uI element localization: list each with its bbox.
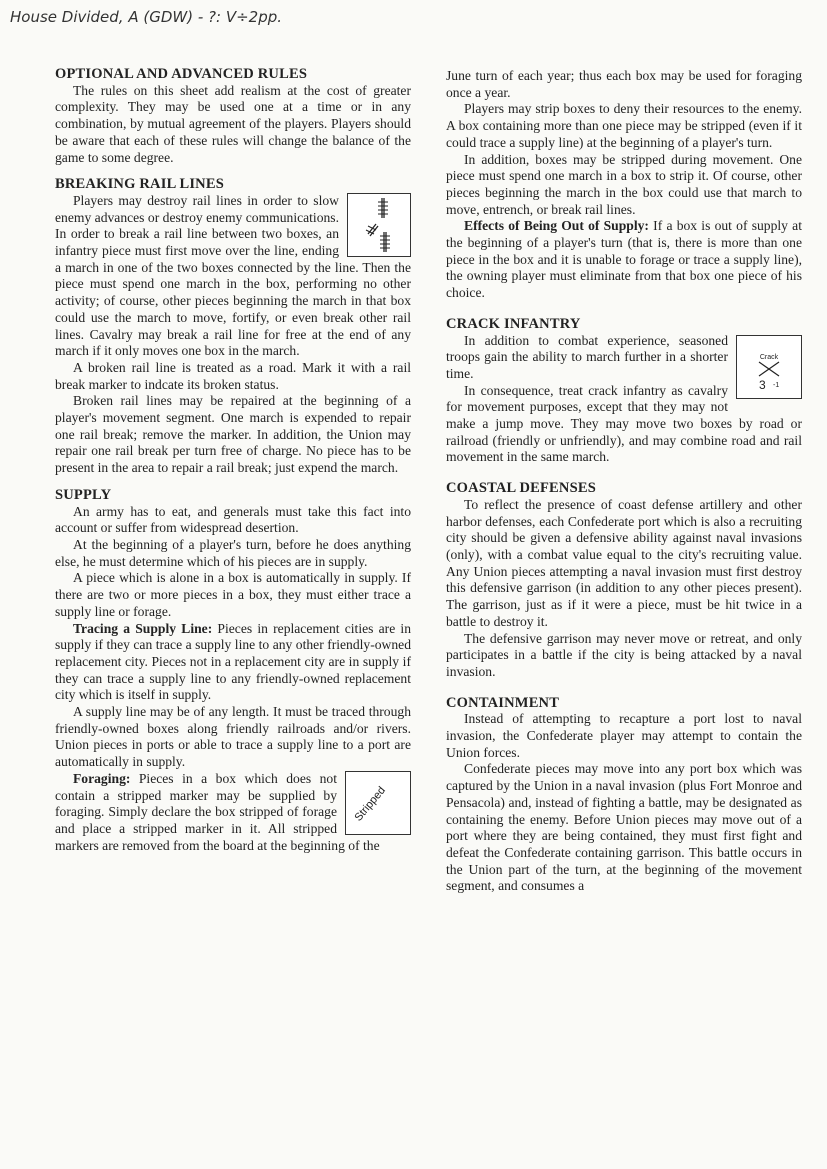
coastal-p1: To reflect the presence of coast defense artillery and other harbor defenses, each Confederate port which is also a recruiting city should be given a defensive ability against naval invasions (only), with a combat value equal to the city's recruiting value. Any Union pieces attempting a naval invasion must first destroy this defensive garrison (in addition to any other pieces present). The garrison, just as if it were a piece, must be hit twice in a battle to destroy it. — [446, 496, 802, 629]
cont-p4-text: If a box is out of supply at the beginning of a player's turn (that is, there is more than one piece in the box and it is unable to forage or trace a supply line), the owning player must eliminate from that box one piece of his choice. — [446, 218, 802, 301]
supply-p4-text: Pieces in replacement cities are in supply if they can trace a supply line to any other friendly-owned replacement city. Pieces not in a replacement city are in supply if they can trace a supply line to any friendly-owned replacement city which is itself in supply. — [55, 620, 411, 703]
coastal-p2: The defensive garrison may never move or retreat, and only participates in a battle if the city is being attacked by a naval invasion. — [446, 630, 802, 679]
crack-p2: In consequence, treat crack infantry as cavalry for movement purposes, except that they may not make a jump move. They may move two boxes by road or railroad (friendly or unfriendly), and may combine road and rail movement in the same march. — [446, 382, 802, 465]
breaking-p2: A broken rail line is treated as a road. Mark it with a rail break marker to indcate its broken status. — [55, 359, 411, 392]
supply-p5: A supply line may be of any length. It must be traced through friendly-owned boxes along friendly railroads and/or rivers. Union pieces in ports or able to trace a supply line to a port are automatically in supply. — [55, 704, 411, 770]
rail-break-marker — [347, 193, 411, 257]
supply-p1: An army has to eat, and generals must take this fact into account or suffer from widespread desertion. — [55, 503, 411, 536]
breaking-p1: Players may destroy rail lines in order to slow enemy advances or destroy enemy communications. In order to break a rail line between two boxes, an infantry piece must first move over the line, ending a march in one of the two boxes connected by the line. Then the piece must spend one march in the box, performing no other activity; of course, other pieces beginning the march in that box could use the march to move, fortify, or even break other rail lines. Cavalry may break a rail line for free at the end of any march if it only moves one box in the march. — [55, 192, 411, 359]
heading-supply: SUPPLY — [55, 486, 112, 503]
foraging-title: Foraging: — [73, 770, 131, 786]
right-column — [446, 68, 802, 895]
heading-optional-rules: OPTIONAL AND ADVANCED RULES — [55, 66, 308, 82]
stripped-label: Stripped — [352, 784, 388, 824]
optional-intro: The rules on this sheet add realism at the cost of greater complexity. They may be used one at a time or in any combination, by mutual agreement of the players. Players should be aware that each of these rules will change the balance of the game to some degree. — [55, 82, 411, 165]
breaking-p3: Broken rail lines may be repaired at the beginning of a player's movement segment. One march is expended to repair one rail break; remove the marker. In addition, the Union may repair one rail break per turn free of charge. No piece has to be present in the area to repair a rail break; just expend the march. — [55, 393, 411, 476]
supply-p3: A piece which is alone in a box is automatically in supply. If there are two or more pieces in a box, they must either trace a supply line or forage. — [55, 570, 411, 619]
heading-breaking-rail-lines: BREAKING RAIL LINES — [55, 176, 224, 193]
tracing-supply-title: Tracing a Supply Line: — [73, 620, 213, 636]
crack-value: 3 — [759, 377, 766, 392]
cont-p4 — [446, 218, 802, 302]
crossed-rifles-icon — [737, 336, 801, 398]
cont-p2: Players may strip boxes to deny their resources to the enemy. A box containing more than one piece may be stripped (even if it could trace a supply line) at the beginning of a player's turn. — [446, 101, 802, 150]
left-column — [55, 66, 411, 854]
stripped-marker — [345, 771, 411, 835]
crack-p1: In addition to combat experience, seasoned troops gain the ability to march further in a shorter time. — [446, 332, 728, 381]
rail-break-icon — [348, 194, 410, 256]
heading-containment: CONTAINMENT — [446, 694, 560, 711]
containment-p2: Confederate pieces may move into any port box which was captured by the Union in a naval invasion (plus Fort Monroe and Pensacola) and, instead of fighting a battle, may be designated as containing the enemy. Before Union pieces may move out of a port where they are being contained, they must first fight and defeat the Confederate containing garrison. This battle occurs in the Union part of the turn, at the beginning of the movement segment, and consumes a — [446, 761, 802, 894]
supply-p2: At the beginning of a player's turn, before he does anything else, he must determine which of his pieces are in supply. — [55, 536, 411, 569]
handwritten-note: House Divided, A (GDW) - ?: V÷2pp. — [10, 8, 282, 26]
crack-sub: -1 — [773, 381, 780, 389]
cont-p1: June turn of each year; thus each box may be used for foraging once a year. — [446, 68, 802, 100]
out-of-supply-title: Effects of Being Out of Supply: — [464, 218, 649, 234]
heading-coastal-defenses: COASTAL DEFENSES — [446, 480, 596, 497]
supply-p4 — [55, 621, 411, 705]
heading-crack-infantry: CRACK INFANTRY — [446, 315, 581, 332]
cont-p3: In addition, boxes may be stripped during movement. One piece must spend one march in a box to strip it. Of course, other pieces beginning the march in the box could use that march to move, entrench, or break rail lines. — [446, 151, 802, 217]
supply-p6-text: Pieces in a box which does not contain a stripped marker may be supplied by foraging. Simply declare the box stripped of forage and place a stripped marker in it. All stripped markers are removed from the board at the beginning of the — [55, 770, 380, 853]
containment-p1: Instead of attempting to recapture a port lost to naval invasion, the Confederate player may attempt to contain the Union forces. — [446, 711, 802, 760]
crack-infantry-marker — [736, 335, 802, 399]
crack-label: Crack — [759, 353, 779, 361]
